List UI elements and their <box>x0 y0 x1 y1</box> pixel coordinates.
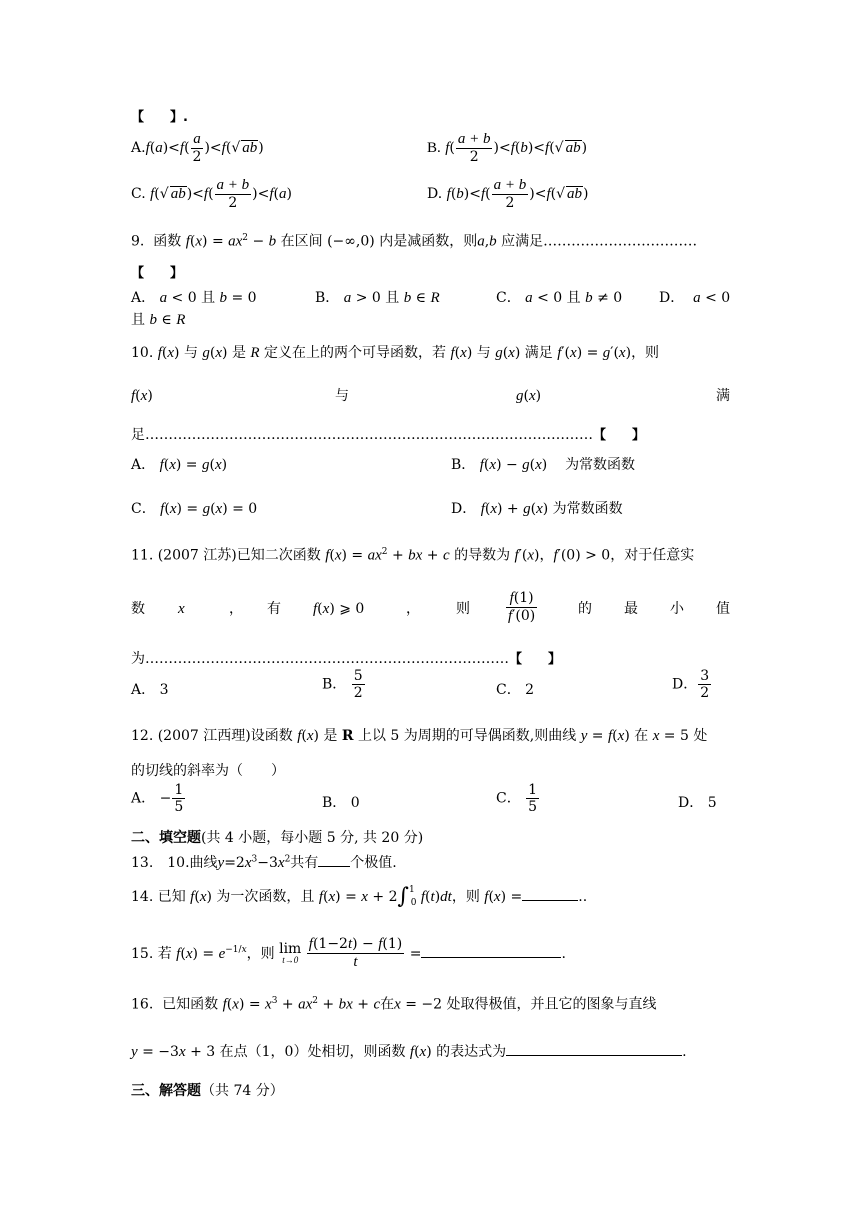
q8-option-d: D. f(b)<f( $\frac{a + b}{2}$ )<f(√ ab) <box>427 177 589 212</box>
q11-zhi: 值 <box>716 601 730 617</box>
q10-option-d: D． f(x) + g(x) 为常数函数 <box>451 501 623 517</box>
q11-ze: 则 <box>456 601 470 617</box>
q12-option-d: D． 5 <box>678 795 717 811</box>
q8-option-b: B. f( $\frac{a + b}{2}$ )<f(b)<f(√ ab) <box>427 131 588 166</box>
q11-comma2: ， <box>406 601 420 617</box>
section2-heading: 二、填空题(共 4 小题，每小题 5 分, 共 20 分) <box>131 830 424 846</box>
q11-comma1: ， <box>229 601 243 617</box>
q10-fx: f(x) <box>131 388 153 404</box>
section3-heading: 三、解答题（共 74 分） <box>131 1083 284 1099</box>
q12-stem: 12. (2007 江西理)设函数 f(x) 是 R 上以 5 为周期的可导偶函数,则曲线 y = f(x) 在 x = 5 处 <box>131 728 708 744</box>
q10-stem: 10. f(x) 与 g(x) 是 R 定义在上的两个可导函数，若 f(x) 与 g(x) 满足 f′(x) = g′(x)，则 <box>131 345 660 361</box>
q14: 14. 已知 f(x) 为一次函数，且 f(x) = x + 2∫$^1_0$ f(t)dt，则 f(x) = .. <box>131 884 588 909</box>
q9-option-d: D． a < 0 <box>659 290 731 306</box>
q12-line2: 的切线的斜率为（ ） <box>131 763 285 779</box>
q8-option-a: A.f(a)<f( $\frac{a}{2}$ )<f(√ ab) <box>131 131 264 166</box>
q12-option-c: C． $\frac{1}{5}$ <box>496 782 538 816</box>
q16-line1: 16. 已知函数 $f(x) = x^3 + ax^2$ + bx + c在x = −2 处取得极值，并且它的图象与直线 <box>131 996 657 1013</box>
q11-option-d: D． $\frac{3}{2}$ <box>672 668 710 702</box>
q9-stem: 9. 函数 $f(x) = ax^2 - b$ 在区间 (−∞,0) 内是减函数，则a,b 应满足…………………………… <box>131 233 698 250</box>
q9-option-b: B． a > 0 且 b ∈ R <box>315 290 440 306</box>
q10-option-a: A． f(x) = g(x) <box>131 457 228 473</box>
q10-option-c: C． f(x) = g(x) = 0 <box>131 501 258 517</box>
q11-de: 的 <box>578 601 592 617</box>
q11-shu: 数 <box>131 601 145 617</box>
q11-option-b: B． $\frac{5}{2}$ <box>322 668 363 702</box>
q8-option-c: C. f(√ ab)<f( $\frac{a + b}{2}$ )<f(a) <box>131 177 292 212</box>
q9-option-d-wrap: 且 b ∈ R <box>131 312 186 328</box>
q11-fraction: $\frac{f(1)}{f'(0)}$ <box>508 590 536 625</box>
q11-stem: 11. (2007 江苏)已知二次函数 $f(x) = ax^2$ + bx + c 的导数为 f′(x)，f′(0) > 0，对于任意实 <box>131 547 695 564</box>
q15: 15. 若 $f(x) = e^{-1/x}$，则 lim t→0 $\frac{f(1-2t) - f(1)}{t}$ = . <box>131 936 566 971</box>
q11-zui: 最 <box>624 601 638 617</box>
q11-you: 有 <box>267 601 281 617</box>
q11-option-a: A． 3 <box>131 682 169 698</box>
q10-yu: 与 <box>335 388 349 404</box>
q9-bracket: 【 】 <box>131 266 184 281</box>
q12-option-a: A． − $\frac{1}{5}$ <box>131 782 184 816</box>
q10-zu-line: 足……………………………………………………………………………………【 】 <box>131 427 646 443</box>
q10-man: 满 <box>716 388 730 404</box>
q12-option-b: B． 0 <box>322 795 360 811</box>
q10-gx: g(x) <box>516 388 542 404</box>
q9-option-a: A． a < 0 且 b = 0 <box>131 290 257 306</box>
q8-bracket: 【 】. <box>131 110 188 125</box>
q16-line2: y = −3x + 3 在点（1，0）处相切，则函数 f(x) 的表达式为 . <box>131 1044 687 1060</box>
q11-wei-line: 为……………………………………………………………………【 】 <box>131 651 562 667</box>
q11-x: x <box>178 601 185 617</box>
q10-option-b: B． f(x) − g(x) 为常数函数 <box>451 457 636 473</box>
q11-fx-ge: f(x) ⩾ 0 <box>313 601 365 617</box>
q11-xiao: 小 <box>670 601 684 617</box>
q11-option-c: C． 2 <box>496 682 535 698</box>
q9-option-c: C． a < 0 且 b ≠ 0 <box>496 290 623 306</box>
q13: 13. 10.曲线$y=2x^3-3x^2$共有 个极值. <box>131 854 397 871</box>
